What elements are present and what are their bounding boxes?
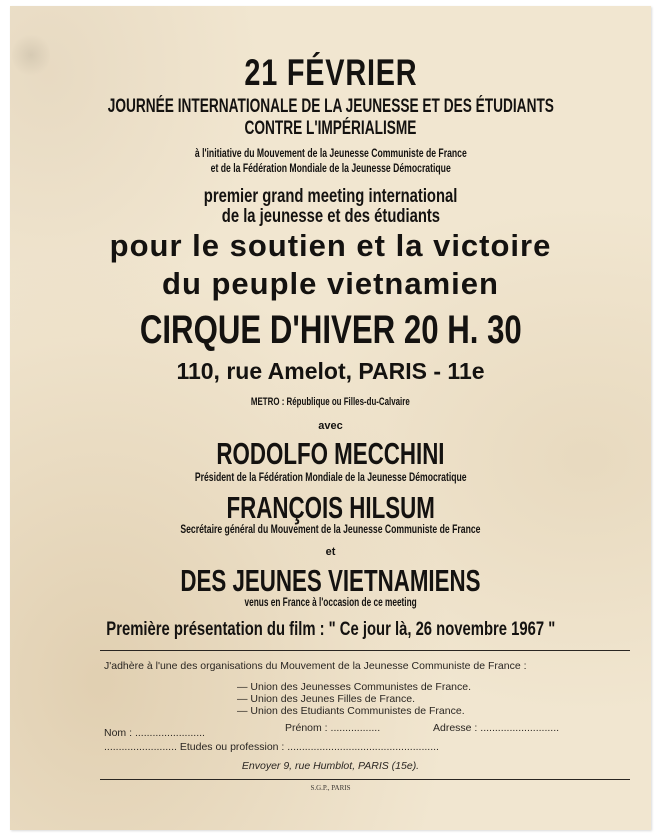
speaker1-title-text: Président de la Fédération Mondiale de la Jeunesse Démocratique — [194, 470, 467, 484]
membership-intro: J'adhère à l'une des organisations du Mouvement de la Jeunesse Communiste de France : — [104, 660, 527, 672]
adresse-dots: ........................... — [480, 722, 560, 734]
adresse-field[interactable] — [433, 722, 559, 734]
event-title-line2 — [0, 118, 661, 140]
prenom-dots: ................. — [330, 722, 381, 734]
address — [0, 358, 661, 385]
guests-note-text: venus en France à l'occasion de ce meeting — [244, 597, 417, 609]
speaker2-name-text: FRANÇOIS HILSUM — [226, 490, 435, 525]
speaker2-title — [0, 522, 661, 536]
et-text: et — [325, 546, 336, 558]
nom-dots: ........................ — [134, 727, 205, 739]
poster-date-text: 21 FÉVRIER — [243, 52, 417, 93]
meeting-line1 — [0, 186, 661, 208]
initiative-line2-text: et de la Fédération Mondiale de la Jeunesse Démocratique — [210, 161, 451, 175]
guests — [0, 563, 661, 599]
metro-info — [0, 396, 661, 408]
meeting-line2 — [0, 206, 661, 228]
prenom-label: Prénom : — [285, 722, 328, 734]
event-title-line2-text: CONTRE L'IMPÉRIALISME — [244, 118, 417, 139]
venue — [0, 308, 661, 353]
avec-label — [0, 420, 661, 432]
et-label — [0, 546, 661, 558]
avec-text: avec — [318, 420, 343, 432]
option-ujcf[interactable]: — Union des Jeunesses Communistes de France. — [237, 681, 472, 693]
speaker2-title-text: Secrétaire général du Mouvement de la Jeunesse Communiste de France — [180, 522, 481, 536]
cause-line1 — [0, 228, 661, 264]
poster-date — [0, 52, 661, 94]
address-text: 110, rue Amelot, PARIS - 11e — [176, 358, 485, 384]
metro-info-text: METRO : République ou Filles-du-Calvaire — [251, 396, 410, 408]
etudes-dots-left: ......................... — [104, 741, 177, 753]
divider-top — [100, 650, 630, 651]
etudes-label: Etudes ou profession : — [179, 741, 285, 753]
etudes-field[interactable] — [104, 741, 439, 753]
meeting-line1-text: premier grand meeting international — [203, 186, 458, 207]
speaker1-title — [0, 470, 661, 484]
nom-label: Nom : — [104, 727, 133, 739]
speaker1-name-text: RODOLFO MECCHINI — [216, 436, 445, 471]
option-ujff[interactable]: — Union des Jeunes Filles de France. — [237, 693, 416, 705]
initiative-line1-text: à l'initiative du Mouvement de la Jeunesse Communiste de France — [194, 146, 467, 160]
initiative-line1 — [0, 146, 661, 160]
cause-line2 — [0, 266, 661, 302]
speaker1-name — [0, 436, 661, 472]
event-title-line1-text: JOURNÉE INTERNATIONALE DE LA JEUNESSE ET DES ÉTUDIANTS — [107, 96, 554, 117]
printer-credit: S.G.P., PARIS — [310, 784, 351, 792]
option-uecf[interactable]: — Union des Etudiants Communistes de France. — [237, 705, 465, 717]
guests-text: DES JEUNES VIETNAMIENS — [180, 563, 481, 598]
send-address: Envoyer 9, rue Humblot, PARIS (15e). — [241, 760, 420, 772]
event-title-line1 — [0, 96, 661, 118]
film-announcement — [0, 619, 661, 641]
adresse-label: Adresse : — [433, 722, 478, 734]
divider-bottom — [100, 779, 630, 780]
etudes-dots-right: .................................................... — [287, 741, 439, 753]
nom-field[interactable] — [104, 727, 205, 739]
film-announcement-text: Première présentation du film : " Ce jour là, 26 novembre 1967 " — [106, 619, 555, 640]
prenom-field[interactable] — [285, 722, 380, 734]
meeting-line2-text: de la jeunesse et des étudiants — [221, 206, 440, 227]
venue-text: CIRQUE D'HIVER 20 H. 30 — [139, 308, 522, 352]
cause-line1-text: pour le soutien et la victoire — [109, 228, 552, 263]
speaker2-name — [0, 490, 661, 526]
cause-line2-text: du peuple vietnamien — [162, 266, 499, 301]
initiative-line2 — [0, 161, 661, 175]
guests-note — [0, 597, 661, 609]
